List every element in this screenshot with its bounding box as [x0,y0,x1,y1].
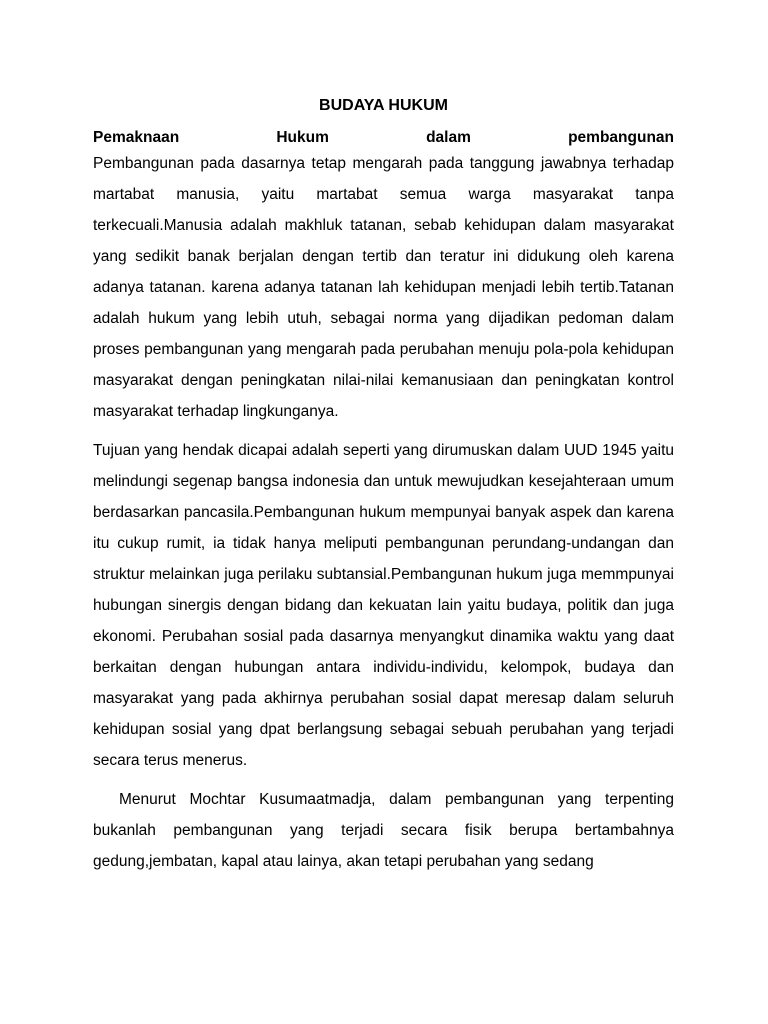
paragraph-2: Tujuan yang hendak dicapai adalah seperti yang dirumuskan dalam UUD 1945 yaitu melindungi segenap bangsa indonesia dan untuk mewujudkan kesejahteraan umum berdasarkan pancasila.Pembangunan hukum mempunyai banyak aspek dan karena itu cukup rumit, ia tidak hanya meliputi pembangunan perundang-undangan dan struktur melainkan juga perilaku subtansial.Pembangunan hukum juga memmpunyai hubungan sinergis dengan bidang dan kekuatan lain yaitu budaya, politik dan juga ekonomi. Perubahan sosial pada dasarnya menyangkut dinamika waktu yang daat berkaitan dengan hubungan antara individu-individu, kelompok, budaya dan masyarakat yang pada akhirnya perubahan sosial dapat meresap dalam seluruh kehidupan sosial yang dpat berlangsung sebagai sebuah perubahan yang terjadi secara terus menerus. [93,442,674,769]
paragraph-3: Menurut Mochtar Kusumaatmadja, dalam pembangunan yang terpenting bukanlah pembangunan yang terjadi secara fisik berupa bertambahnya gedung,jembatan, kapal atau lainya, akan tetapi perubahan yang sedang [93,791,674,870]
document-content [93,92,674,877]
document-title: BUDAYA HUKUM [319,97,448,114]
paragraph-1: Pembangunan pada dasarnya tetap mengarah pada tanggung jawabnya terhadap martabat manusia, yaitu martabat semua warga masyarakat tanpa terkecuali.Manusia adalah makhluk tatanan, sebab kehidupan dalam masyarakat yang sedikit banak berjalan dengan tertib dan teratur ini didukung oleh karena adanya tatanan. karena adanya tatanan lah kehidupan menjadi lebih tertib.Tatanan adalah hukum yang lebih utuh, sebagai norma yang dijadikan pedoman dalam proses pembangunan yang mengarah pada perubahan menuju pola-pola kehidupan masyarakat dengan peningkatan nilai-nilai kemanusiaan dan peningkatan kontrol masyarakat terhadap lingkunganya. [93,155,674,420]
section-heading: Pemaknaan Hukum dalam pembangunan [93,129,674,146]
